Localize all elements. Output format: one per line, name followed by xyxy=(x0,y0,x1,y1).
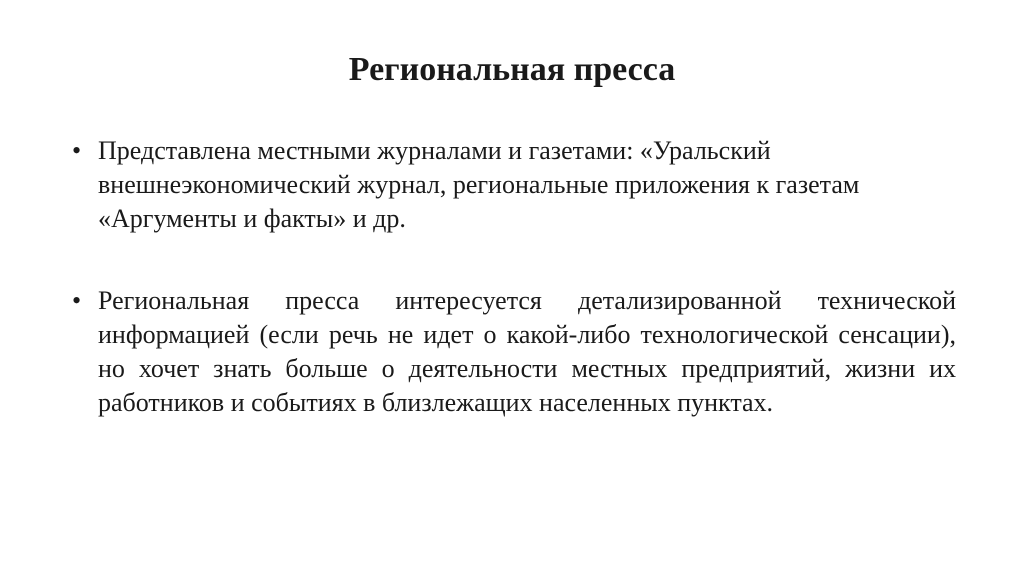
bullet-marker: • xyxy=(72,136,82,165)
bullet-text: Региональная пресса интересуется детализированной технической информацией (если речь не идет о какой-либо технологической сенсации), но хочет знать больше о деятельности местных предприятий, жизни их работников и событиях в близлежащих населенных пунктах. xyxy=(98,286,956,417)
bullet-marker: • xyxy=(72,286,82,315)
bullet-text: Представлена местными журналами и газетами: «Уральский внешнеэкономический журнал, региональные приложения к газетам «Аргументы и факты» и др. xyxy=(98,136,860,233)
bullet-item xyxy=(66,134,956,236)
bullet-item xyxy=(66,284,956,420)
slide-title: Региональная пресса xyxy=(348,51,676,88)
bullet-list xyxy=(66,134,956,420)
